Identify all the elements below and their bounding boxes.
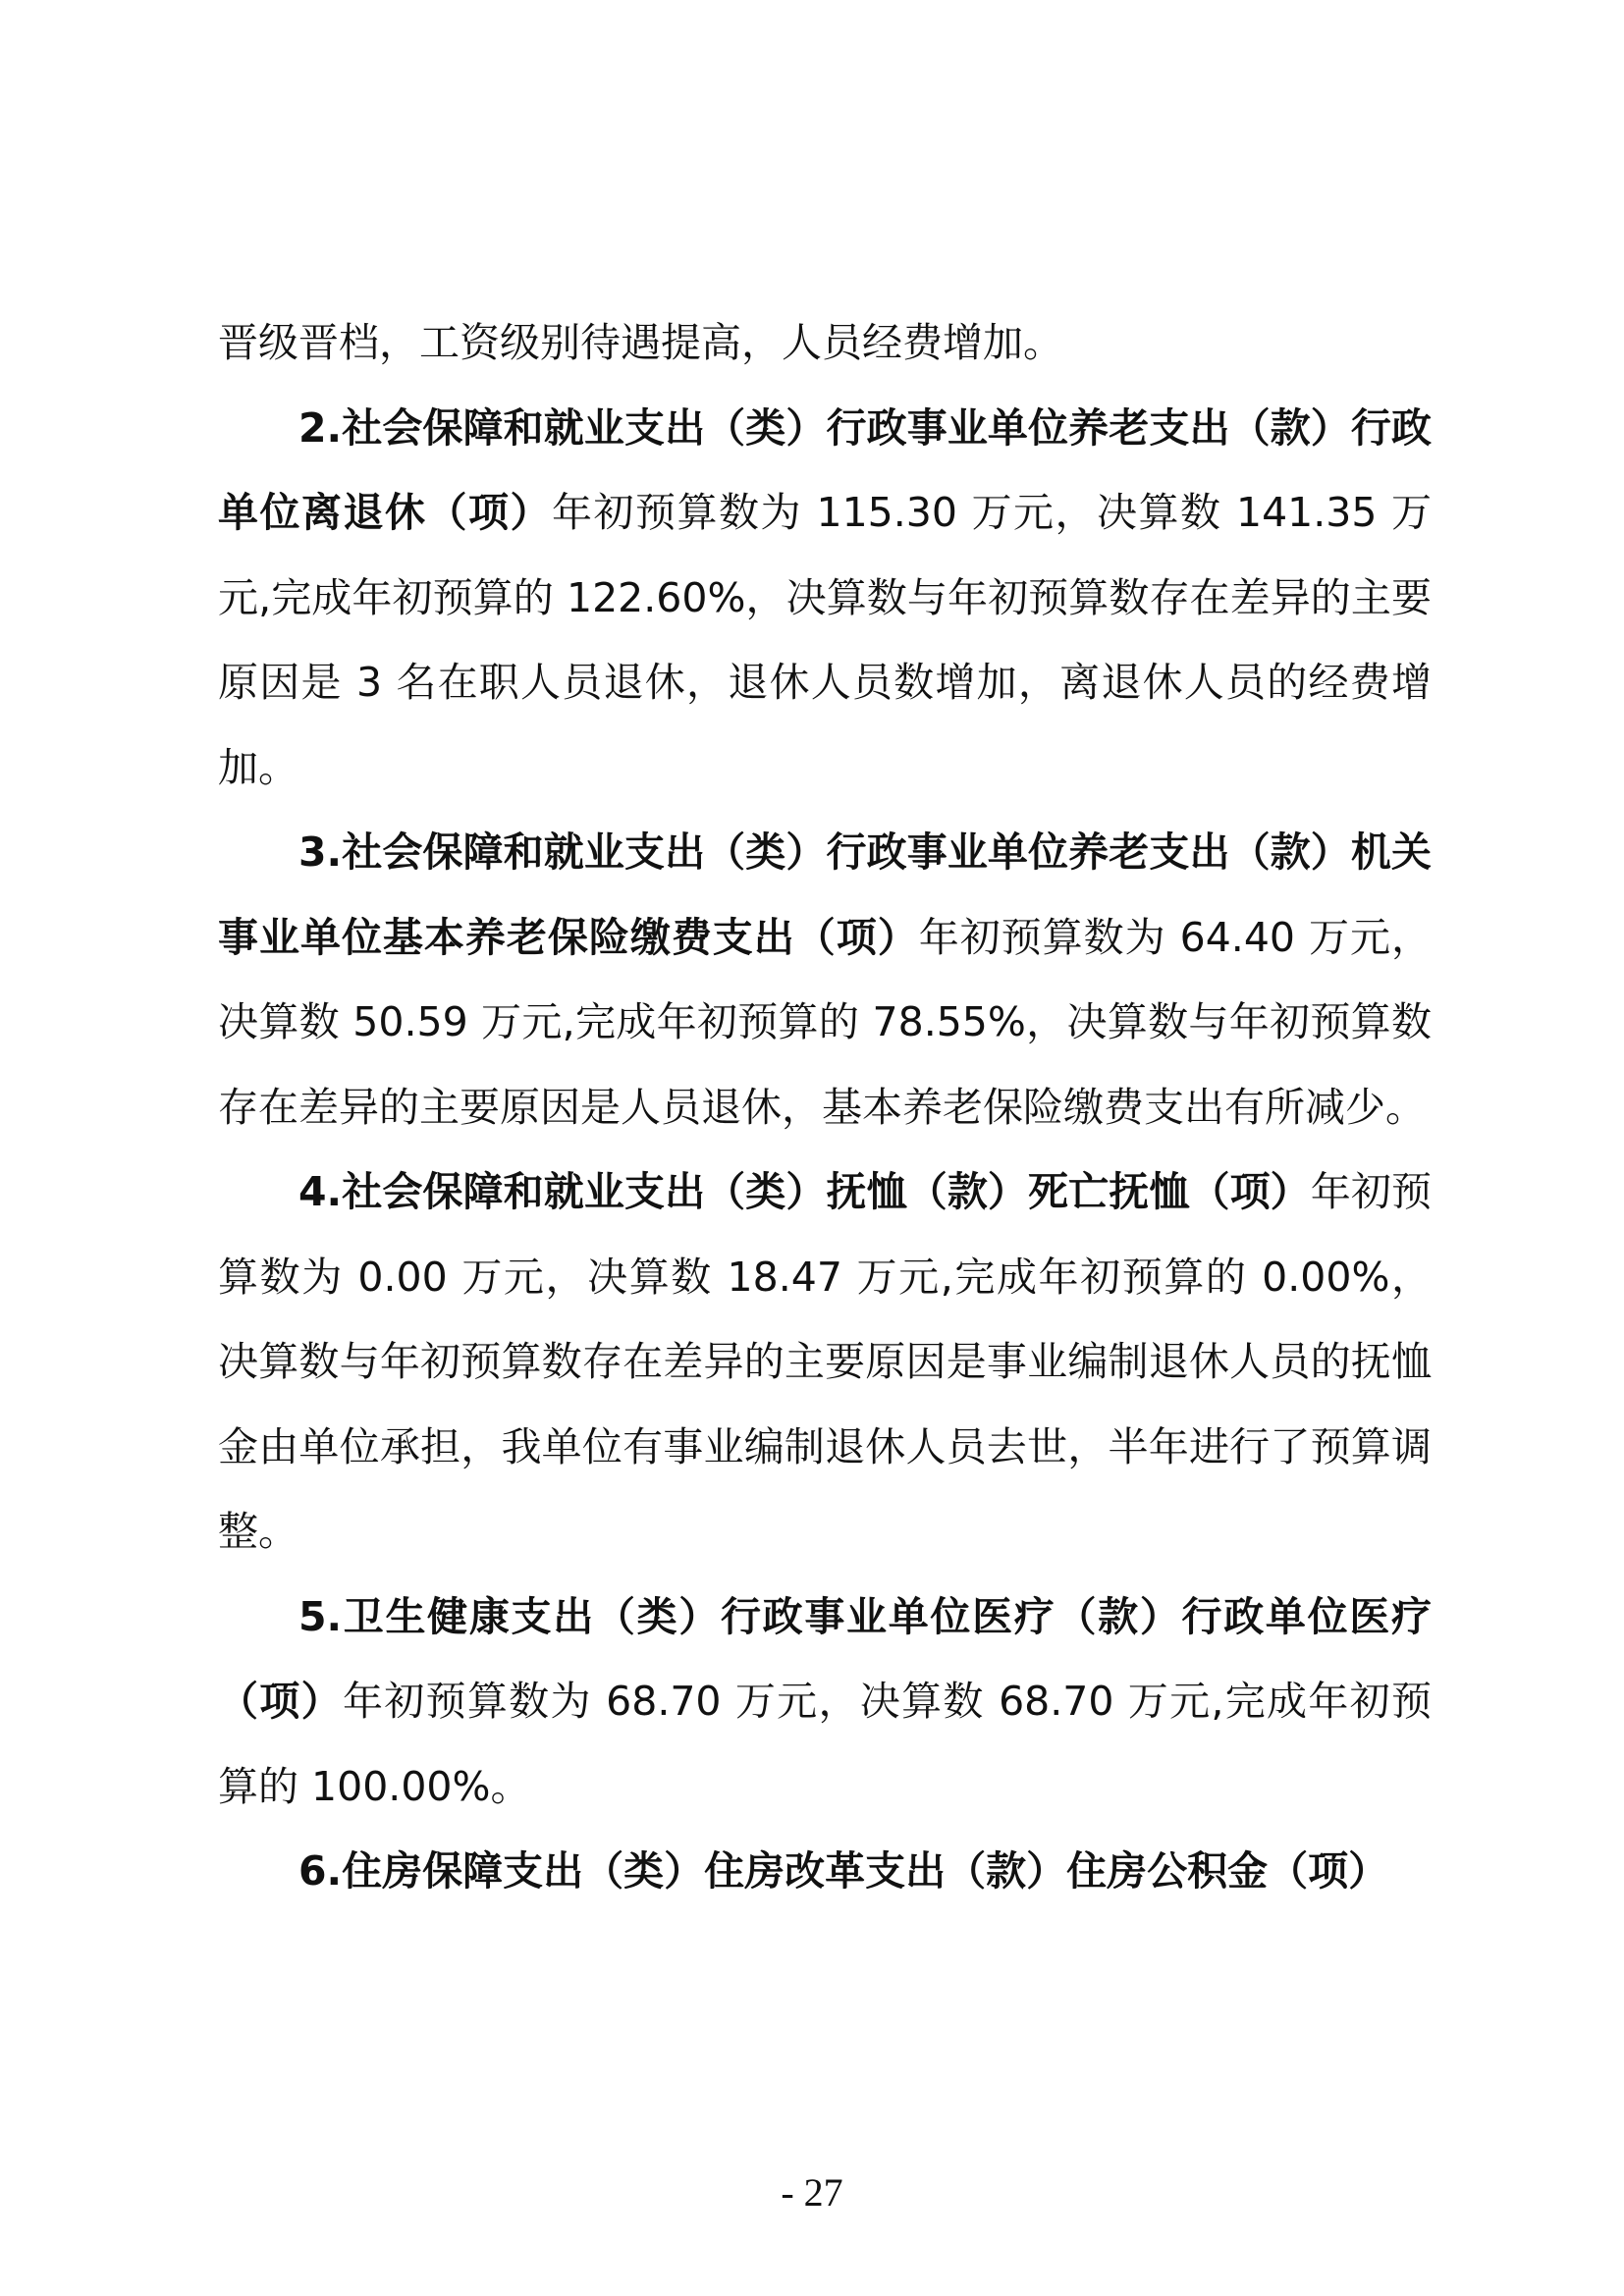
paragraph-3	[218, 810, 1432, 1149]
paragraph-6	[218, 1829, 1432, 1914]
paragraph-6-heading: 6.住房保障支出（类）住房改革支出（款）住房公积金（项）	[298, 1847, 1389, 1895]
paragraph-4-heading: 4.社会保障和就业支出（类）抚恤（款）死亡抚恤（项）	[298, 1168, 1311, 1215]
paragraph-2-heading: 2.社会保障和就业支出（类）行政事业单位养老支出（款）行政单位离退休（项）	[218, 403, 1432, 536]
paragraph-4	[218, 1149, 1432, 1575]
paragraph-5	[218, 1575, 1432, 1830]
document-body	[218, 300, 1432, 1914]
paragraph-5-text: 年初预算数为 68.70 万元，决算数 68.70 万元,完成年初预算的 100.00%。	[218, 1678, 1432, 1810]
paragraph-2	[218, 386, 1432, 811]
paragraph-4-text: 年初预算数为 0.00 万元，决算数 18.47 万元,完成年初预算的 0.00%，决算数与年初预算数存在差异的主要原因是事业编制退休人员的抚恤金由单位承担，我单位有事业编制退休人员去世，半年进行了预算调整。	[218, 1168, 1432, 1555]
paragraph-2-text: 年初预算数为 115.30 万元，决算数 141.35 万元,完成年初预算的 122.60%，决算数与年初预算数存在差异的主要原因是 3 名在职人员退休，退休人员数增加，离退休人员的经费增加。	[218, 489, 1432, 791]
paragraph-3-text: 年初预算数为 64.40 万元，决算数 50.59 万元,完成年初预算的 78.55%，决算数与年初预算数存在差异的主要原因是人员退休，基本养老保险缴费支出有所减少。	[218, 913, 1432, 1131]
page-number: - 27	[781, 2170, 843, 2215]
paragraph-5-heading: 5.卫生健康支出（类）行政事业单位医疗（款）行政单位医疗（项）	[218, 1592, 1432, 1725]
paragraph-1-text: 晋级晋档，工资级别待遇提高，人员经费增加。	[218, 319, 1063, 366]
paragraph-3-heading: 3.社会保障和就业支出（类）行政事业单位养老支出（款）机关事业单位基本养老保险缴费支出（项）	[218, 828, 1432, 961]
paragraph-1	[218, 300, 1432, 386]
